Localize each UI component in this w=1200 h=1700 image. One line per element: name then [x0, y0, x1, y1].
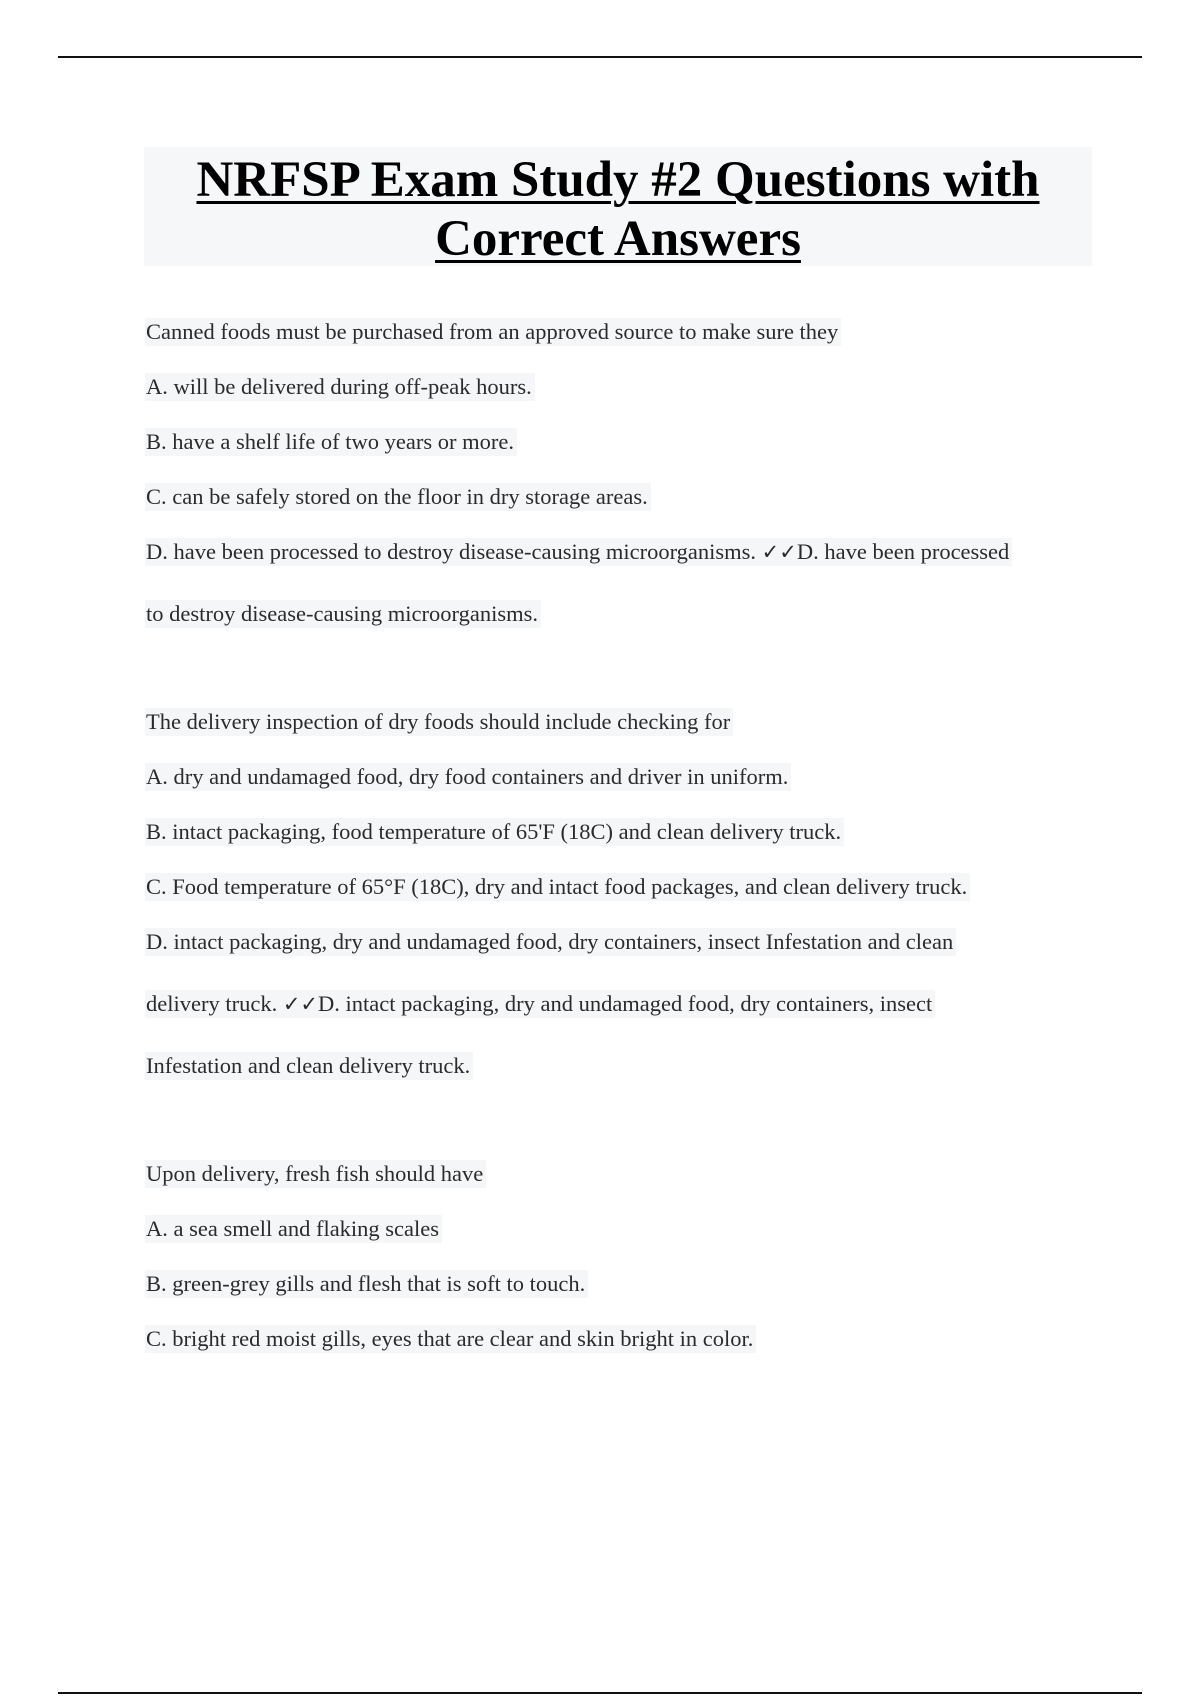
answer-option: B. green-grey gills and flesh that is soft to touch. [145, 1270, 588, 1298]
answer-option-text: delivery truck. [146, 991, 283, 1016]
answer-option: D. intact packaging, dry and undamaged food, dry containers, insect Infestation and clean [145, 928, 956, 956]
correct-answer-line: Infestation and clean delivery truck. [145, 1052, 473, 1080]
check-icon: ✓✓ [761, 540, 797, 564]
correct-answer-text: D. have been processed [796, 539, 1010, 564]
answer-option: A. will be delivered during off-peak hours. [145, 373, 535, 401]
answer-option: A. dry and undamaged food, dry food containers and driver in uniform. [145, 763, 791, 791]
question-list [145, 318, 1105, 1380]
answer-option: B. have a shelf life of two years or more. [145, 428, 517, 456]
answer-option-text: D. have been processed to destroy disease-causing microorganisms. [146, 539, 762, 564]
footer-rule [58, 1692, 1142, 1694]
correct-answer-line: to destroy disease-causing microorganisms. [145, 600, 541, 628]
header-rule [58, 56, 1142, 58]
question-stem: The delivery inspection of dry foods should include checking for [145, 708, 733, 736]
answer-option: C. bright red moist gills, eyes that are clear and skin bright in color. [145, 1325, 756, 1353]
correct-answer-line [145, 538, 1012, 566]
answer-option: B. intact packaging, food temperature of 65'F (18C) and clean delivery truck. [145, 818, 844, 846]
question-stem: Upon delivery, fresh fish should have [145, 1160, 486, 1188]
question-stem: Canned foods must be purchased from an approved source to make sure they [145, 318, 841, 346]
answer-option: C. Food temperature of 65°F (18C), dry and intact food packages, and clean delivery truck. [145, 873, 970, 901]
correct-answer-text: D. intact packaging, dry and undamaged food, dry containers, insect [318, 991, 933, 1016]
answer-option: C. can be safely stored on the floor in dry storage areas. [145, 483, 651, 511]
check-icon: ✓✓ [282, 992, 319, 1016]
title-line-2: Correct Answers [435, 211, 801, 267]
title-line-1: NRFSP Exam Study #2 Questions with [196, 152, 1040, 208]
answer-option: A. a sea smell and flaking scales [145, 1215, 442, 1243]
title-block [144, 147, 1092, 266]
correct-answer-line [145, 990, 935, 1018]
document-title [144, 147, 1092, 269]
